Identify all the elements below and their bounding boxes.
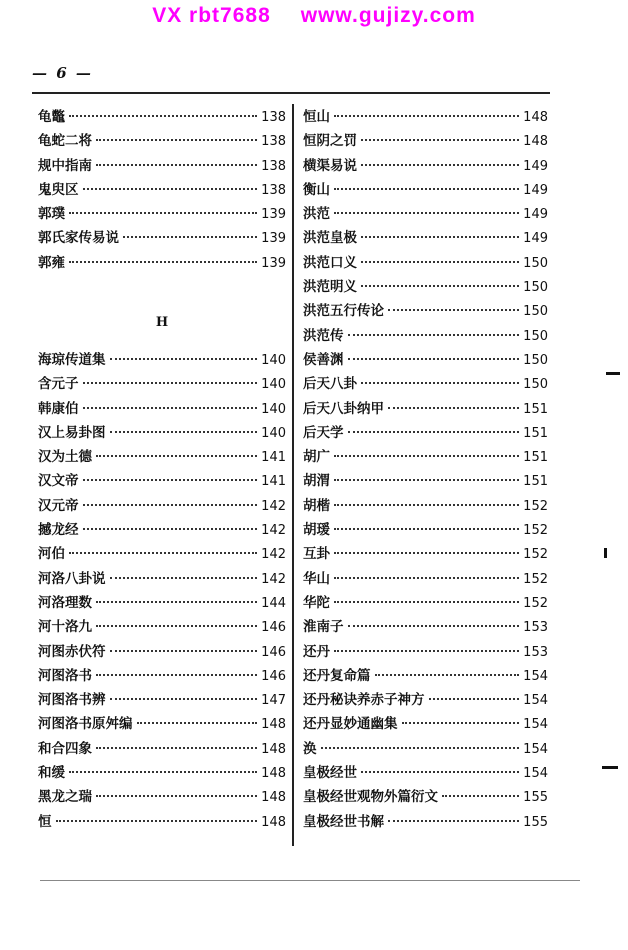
entry-page: 148: [261, 717, 286, 733]
index-entry: [38, 688, 286, 712]
index-entry: [38, 712, 286, 736]
entry-page: 140: [261, 377, 286, 393]
dot-leader: [96, 747, 257, 749]
watermark-id: VX rbt7688: [152, 4, 271, 27]
entry-page: 149: [523, 231, 548, 247]
index-entry: [303, 251, 548, 275]
dot-leader: [83, 528, 258, 530]
scan-mark: [602, 766, 618, 769]
dot-leader: [110, 650, 258, 652]
entry-page: 148: [261, 790, 286, 806]
entry-term: 皇极经世书解: [303, 813, 384, 830]
index-entry: [303, 202, 548, 226]
dot-leader: [96, 164, 257, 166]
entry-term: 皇极经世: [303, 765, 357, 782]
index-entry: [303, 664, 548, 688]
entry-term: 汉元帝: [38, 497, 79, 514]
entry-page: 150: [523, 328, 548, 344]
entry-term: 后天八卦纳甲: [303, 400, 384, 417]
index-entry: [38, 421, 286, 445]
entry-term: 皇极经世观物外篇衍文: [303, 789, 438, 806]
entry-term: 洪范明义: [303, 279, 357, 296]
dot-leader: [334, 504, 519, 506]
entry-term: 海琼传道集: [38, 351, 106, 368]
entry-term: 韩康伯: [38, 400, 79, 417]
index-entry: [38, 810, 286, 834]
dot-leader: [361, 382, 519, 384]
dot-leader: [69, 212, 257, 214]
index-entry: [303, 299, 548, 323]
entry-term: 汉为土德: [38, 449, 92, 466]
entry-term: 洪范皇极: [303, 230, 357, 247]
dot-leader: [334, 601, 519, 603]
dot-leader: [334, 528, 519, 530]
entry-term: 黑龙之瑞: [38, 789, 92, 806]
dot-leader: [83, 504, 258, 506]
dot-leader: [96, 795, 257, 797]
index-entry: [38, 445, 286, 469]
dot-leader: [69, 261, 257, 263]
dot-leader: [402, 722, 520, 724]
dot-leader: [69, 115, 257, 117]
entry-page: 154: [523, 766, 548, 782]
index-entry: [303, 712, 548, 736]
entry-term: 汉上易卦图: [38, 424, 106, 441]
dot-leader: [96, 674, 257, 676]
watermark: [0, 4, 628, 28]
entry-page: 148: [523, 110, 548, 125]
entry-term: 含元子: [38, 376, 79, 393]
entry-page: 151: [523, 425, 548, 441]
index-entry: [303, 226, 548, 250]
index-entry: [303, 785, 548, 809]
dot-leader: [110, 358, 258, 360]
entry-page: 138: [261, 158, 286, 174]
index-entry: [303, 445, 548, 469]
entry-page: 138: [261, 110, 286, 125]
index-entry: [38, 518, 286, 542]
entry-term: 洪范传: [303, 327, 344, 344]
entry-page: 149: [523, 182, 548, 198]
index-entry: [303, 688, 548, 712]
index-entry: [38, 372, 286, 396]
entry-page: 151: [523, 450, 548, 466]
dot-leader: [334, 115, 519, 117]
entry-page: 152: [523, 571, 548, 587]
left-h-entries: [38, 348, 286, 834]
index-entry: [303, 348, 548, 372]
index-entry: [38, 664, 286, 688]
entry-term: 横渠易说: [303, 157, 357, 174]
dot-leader: [361, 285, 519, 287]
entry-term: 河洛理数: [38, 594, 92, 611]
dot-leader: [83, 407, 258, 409]
dot-leader: [361, 139, 519, 141]
index-entry: [38, 591, 286, 615]
entry-term: 华陀: [303, 594, 330, 611]
index-entry: [303, 591, 548, 615]
entry-page: 150: [523, 280, 548, 296]
scan-mark: [606, 372, 620, 375]
index-entry: [38, 348, 286, 372]
entry-term: 汉文帝: [38, 473, 79, 490]
index-entry: [38, 105, 286, 129]
header-rule: [32, 92, 550, 94]
entry-term: 恒: [38, 813, 52, 830]
entry-page: 142: [261, 498, 286, 514]
index-entry: [303, 494, 548, 518]
index-entry: [38, 542, 286, 566]
entry-term: 胡渭: [303, 473, 330, 490]
entry-term: 河伯: [38, 546, 65, 563]
dot-leader: [110, 577, 258, 579]
dot-leader: [334, 188, 519, 190]
entry-term: 淮南子: [303, 619, 344, 636]
entry-term: 洪范: [303, 206, 330, 223]
entry-page: 141: [261, 474, 286, 490]
entry-term: 河图洛书辨: [38, 692, 106, 709]
entry-term: 河图洛书: [38, 667, 92, 684]
index-entry: [303, 105, 548, 129]
index-entry: [38, 640, 286, 664]
entry-term: 后天八卦: [303, 376, 357, 393]
left-top-entries: [38, 105, 286, 275]
entry-page: 147: [261, 693, 286, 709]
entry-page: 152: [523, 547, 548, 563]
entry-page: 140: [261, 401, 286, 417]
entry-page: 140: [261, 352, 286, 368]
entry-term: 还丹显妙通幽集: [303, 716, 398, 733]
index-entry: [303, 324, 548, 348]
dot-leader: [334, 212, 519, 214]
index-entry: [38, 567, 286, 591]
index-entry: [303, 372, 548, 396]
entry-page: 146: [261, 644, 286, 660]
entry-page: 153: [523, 644, 548, 660]
entry-term: 胡瑗: [303, 522, 330, 539]
dot-leader: [110, 431, 258, 433]
entry-page: 150: [523, 352, 548, 368]
index-entry: [303, 154, 548, 178]
index-entry: [38, 154, 286, 178]
index-entry: [303, 178, 548, 202]
entry-page: 139: [261, 255, 286, 271]
index-entry: [303, 129, 548, 153]
entry-term: 规中指南: [38, 157, 92, 174]
dot-leader: [348, 358, 520, 360]
index-entry: [303, 397, 548, 421]
dot-leader: [83, 382, 258, 384]
entry-page: 142: [261, 547, 286, 563]
entry-page: 139: [261, 231, 286, 247]
dot-leader: [83, 188, 258, 190]
index-entry: [303, 737, 548, 761]
dot-leader: [361, 261, 519, 263]
index-entry: [303, 518, 548, 542]
entry-page: 138: [261, 134, 286, 150]
dot-leader: [442, 795, 519, 797]
entry-term: 河图赤伏符: [38, 643, 106, 660]
dot-leader: [388, 820, 519, 822]
entry-page: 146: [261, 668, 286, 684]
dot-leader: [96, 625, 257, 627]
dot-leader: [69, 771, 257, 773]
right-column: [303, 105, 548, 834]
entry-term: 撼龙经: [38, 522, 79, 539]
column-divider: [292, 104, 294, 846]
entry-page: 141: [261, 450, 286, 466]
dot-leader: [123, 236, 257, 238]
index-entry: [38, 737, 286, 761]
entry-term: 鬼臾区: [38, 181, 79, 198]
entry-page: 148: [261, 814, 286, 830]
entry-page: 152: [523, 498, 548, 514]
entry-page: 148: [523, 134, 548, 150]
index-entry: [303, 567, 548, 591]
entry-page: 154: [523, 741, 548, 757]
dot-leader: [388, 309, 519, 311]
dot-leader: [348, 625, 520, 627]
index-entry: [303, 421, 548, 445]
dot-leader: [334, 650, 519, 652]
dot-leader: [388, 407, 519, 409]
entry-page: 154: [523, 717, 548, 733]
scan-mark: [604, 548, 607, 558]
entry-term: 河图洛书原舛编: [38, 716, 133, 733]
dot-leader: [96, 139, 257, 141]
entry-term: 龟蛇二将: [38, 133, 92, 150]
index-entry: [38, 202, 286, 226]
spacer: [38, 275, 286, 299]
entry-page: 152: [523, 523, 548, 539]
dot-leader: [56, 820, 258, 822]
entry-page: 153: [523, 620, 548, 636]
dot-leader: [110, 698, 258, 700]
index-entry: [38, 397, 286, 421]
index-entry: [38, 494, 286, 518]
index-entry: [38, 761, 286, 785]
watermark-url: www.gujizy.com: [300, 4, 476, 27]
left-column: [38, 105, 286, 834]
entry-page: 154: [523, 693, 548, 709]
entry-term: 还丹复命篇: [303, 667, 371, 684]
entry-term: 侯善渊: [303, 351, 344, 368]
dot-leader: [334, 455, 519, 457]
index-entry: [38, 785, 286, 809]
dot-leader: [137, 722, 258, 724]
dot-leader: [96, 455, 257, 457]
entry-term: 胡广: [303, 449, 330, 466]
index-entry: [38, 226, 286, 250]
index-entry: [303, 615, 548, 639]
index-entry: [303, 275, 548, 299]
entry-page: 155: [523, 814, 548, 830]
dot-leader: [375, 674, 520, 676]
index-entry: [303, 761, 548, 785]
entry-term: 河洛八卦说: [38, 570, 106, 587]
index-entry: [303, 810, 548, 834]
index-entry: [38, 178, 286, 202]
entry-term: 洪范五行传论: [303, 303, 384, 320]
page-number: — 6 —: [32, 64, 93, 82]
entry-term: 胡楷: [303, 497, 330, 514]
entry-term: 郭璞: [38, 206, 65, 223]
entry-term: 华山: [303, 570, 330, 587]
entry-page: 150: [523, 255, 548, 271]
entry-term: 河十洛九: [38, 619, 92, 636]
entry-page: 151: [523, 474, 548, 490]
entry-page: 149: [523, 158, 548, 174]
dot-leader: [321, 747, 520, 749]
entry-term: 龟鼈: [38, 109, 65, 125]
index-entry: [38, 129, 286, 153]
entry-page: 146: [261, 620, 286, 636]
entry-term: 衡山: [303, 181, 330, 198]
entry-term: 郭氏家传易说: [38, 230, 119, 247]
dot-leader: [334, 577, 519, 579]
dot-leader: [348, 334, 520, 336]
entry-page: 148: [261, 741, 286, 757]
entry-term: 洪范口义: [303, 254, 357, 271]
dot-leader: [361, 164, 519, 166]
footer-rule: [40, 880, 580, 881]
dot-leader: [361, 771, 519, 773]
dot-leader: [83, 479, 258, 481]
entry-term: 郭雍: [38, 254, 65, 271]
entry-page: 151: [523, 401, 548, 417]
index-entry: [303, 469, 548, 493]
entry-term: 和合四象: [38, 740, 92, 757]
entry-term: 后天学: [303, 424, 344, 441]
index-entry: [303, 640, 548, 664]
entry-page: 142: [261, 523, 286, 539]
entry-page: 138: [261, 182, 286, 198]
index-entry: [38, 615, 286, 639]
entry-term: 还丹: [303, 643, 330, 660]
entry-term: 互卦: [303, 546, 330, 563]
entry-term: 还丹秘诀养赤子神方: [303, 692, 425, 709]
entry-term: 涣: [303, 740, 317, 757]
index-entry: [38, 251, 286, 275]
entry-page: 155: [523, 790, 548, 806]
entry-page: 139: [261, 207, 286, 223]
right-entries: [303, 105, 548, 834]
entry-page: 149: [523, 207, 548, 223]
dot-leader: [96, 601, 257, 603]
dot-leader: [361, 236, 519, 238]
entry-page: 150: [523, 377, 548, 393]
dot-leader: [69, 552, 257, 554]
dot-leader: [334, 552, 519, 554]
dot-leader: [429, 698, 520, 700]
entry-page: 140: [261, 425, 286, 441]
entry-page: 142: [261, 571, 286, 587]
entry-page: 148: [261, 766, 286, 782]
entry-page: 150: [523, 304, 548, 320]
entry-page: 154: [523, 668, 548, 684]
entry-term: 和缓: [38, 765, 65, 782]
dot-leader: [334, 479, 519, 481]
entry-term: 恒山: [303, 109, 330, 125]
entry-page: 152: [523, 595, 548, 611]
index-entry: [38, 469, 286, 493]
dot-leader: [348, 431, 520, 433]
entry-term: 恒阴之罚: [303, 133, 357, 150]
index-entry: [303, 542, 548, 566]
section-heading-h: H: [155, 315, 169, 331]
entry-page: 144: [261, 595, 286, 611]
